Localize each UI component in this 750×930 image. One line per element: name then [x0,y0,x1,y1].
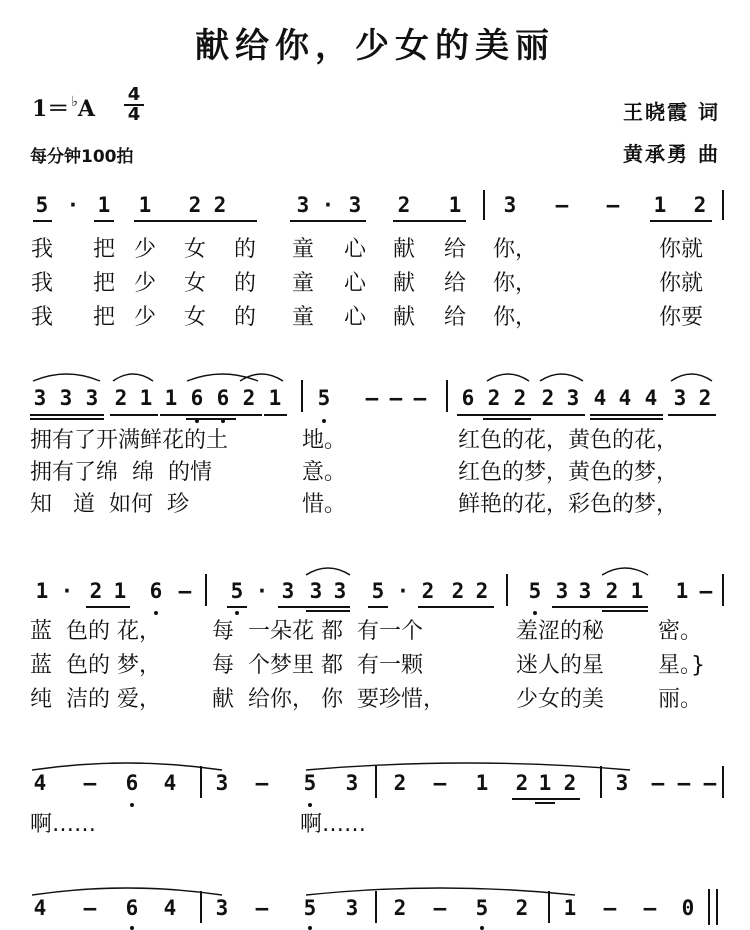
lyric-word: 少 [133,237,157,262]
note: 2 [188,193,202,217]
bar-line [722,766,724,798]
note: 1 [538,771,552,795]
note: 2 [451,579,465,603]
note: 6 [125,896,139,920]
note: – [651,771,665,795]
lyric-word: 的 [233,237,257,262]
underline-beam [590,414,663,416]
underline-beam [227,606,247,608]
note: 5 [371,579,385,603]
lyric-phrase: 丽。 [658,687,703,712]
underline-beam [134,220,257,222]
slur [487,374,529,381]
bar-line [200,891,202,923]
note: 5 [35,193,49,217]
slur [671,374,712,381]
note: 3 [673,386,687,410]
tie [32,888,222,895]
note: 3 [33,386,47,410]
note: – [643,896,657,920]
underline-beam [30,418,104,420]
lyric-phrase: 纯 洁的 爱， [30,687,161,712]
note: 2 [393,771,407,795]
key-signature [32,92,95,123]
underline-beam [650,220,712,222]
note: 1 [475,771,489,795]
lyric-phrase: 红色的花，黄色的花， [458,428,679,453]
note: 3 [309,579,323,603]
note: 3 [215,771,229,795]
lyric-phrase: 羞涩的秘 [516,619,605,644]
note: – [433,771,447,795]
lyric-word: 你要 [658,305,704,330]
lyric-vocalise: 啊…… [30,812,97,837]
lyric-word: 我 [30,305,54,330]
octave-dot [480,926,484,930]
note: 6 [216,386,230,410]
note: – [413,386,427,410]
underline-beam [590,418,663,420]
bar-line [446,380,448,412]
lyric-phrase: 蓝 色的 梦， [30,653,161,678]
underline-beam [86,606,130,608]
note: 1 [563,896,577,920]
underline-beam [278,606,350,608]
note: 1 [97,193,111,217]
note: 4 [33,771,47,795]
note: 1 [675,579,689,603]
note: – [255,896,269,920]
lyric-word: 献 [392,237,416,262]
note: – [603,896,617,920]
slur [602,568,648,575]
note: – [699,579,713,603]
note: 4 [163,771,177,795]
slur [540,374,583,381]
note: 2 [242,386,256,410]
underline-beam [186,418,236,420]
note: 2 [563,771,577,795]
lyric-phrase: 星。} [658,653,705,678]
lyric-phrase: 拥有了绵 绵 的情 [30,460,212,485]
lyric-phrase: 迷人的星 [516,653,605,678]
lyric-word: 的 [233,271,257,296]
slur [113,374,153,381]
bar-line [483,190,485,220]
tempo-marking: 每分钟100拍 [30,147,134,167]
flat-symbol: ♭ [71,94,78,110]
note: 2 [393,896,407,920]
note: 4 [618,386,632,410]
bar-line [722,190,724,220]
lyric-word: 把 [92,271,116,296]
note: 3 [215,896,229,920]
note: 1 [164,386,178,410]
note: 4 [644,386,658,410]
note: 2 [114,386,128,410]
lyric-word: 童 [291,271,315,296]
time-bottom: 4 [127,104,141,125]
lyric-word: 给 [443,271,467,296]
note: 2 [515,771,529,795]
note: 2 [698,386,712,410]
final-bar-thin [708,889,710,925]
note: · [66,193,80,217]
note: 2 [487,386,501,410]
slur [33,374,100,381]
note: 4 [33,896,47,920]
composer-credit: 黄承勇 曲 [623,142,720,166]
slur [240,374,283,381]
lyric-word: 献 [392,305,416,330]
underline-beam [483,418,531,420]
key-prefix: 1＝ [32,96,70,122]
note: 5 [303,771,317,795]
bar-line [200,766,202,798]
note: 3 [578,579,592,603]
tie [306,763,630,770]
note: – [83,771,97,795]
lyric-word: 你就 [658,237,704,262]
note: 6 [190,386,204,410]
note: 3 [555,579,569,603]
note: 3 [59,386,73,410]
lyric-word: 你， [492,305,538,330]
bar-line [375,766,377,798]
lyric-word: 心 [343,237,367,262]
lyric-word: 心 [343,305,367,330]
octave-dot [130,926,134,930]
lyric-word: 你， [492,237,538,262]
bar-line [375,891,377,923]
final-bar-thick [716,889,718,925]
note: 5 [317,386,331,410]
note: 6 [149,579,163,603]
lyric-word: 你， [492,271,538,296]
note: 4 [593,386,607,410]
octave-dot [235,611,239,615]
note: · [396,579,410,603]
note: 3 [281,579,295,603]
note: 5 [303,896,317,920]
underline-beam [94,220,114,222]
lyric-word: 我 [30,271,54,296]
lyric-phrase: 少女的美 [516,687,605,712]
note: 1 [35,579,49,603]
lyric-word: 把 [92,305,116,330]
octave-dot [308,803,312,807]
note: · [321,193,335,217]
note: · [255,579,269,603]
lyric-word: 把 [92,237,116,262]
note: 2 [541,386,555,410]
note: 2 [693,193,707,217]
lyric-phrase: 知 道 如何 珍 [30,492,189,517]
note: 1 [113,579,127,603]
underline-beam [668,414,716,416]
lyric-word: 童 [291,237,315,262]
bar-line [205,574,207,606]
note: 2 [475,579,489,603]
slur [187,374,258,381]
underline-beam [457,414,560,416]
note: – [83,896,97,920]
octave-dot [221,419,225,423]
note: 1 [138,193,152,217]
tie [306,888,575,895]
underline-beam [160,414,262,416]
time-signature [124,86,144,124]
bar-line [548,891,550,923]
note: – [555,193,569,217]
note: – [178,579,192,603]
underline-beam [33,220,52,222]
note: 5 [528,579,542,603]
note: 1 [630,579,644,603]
note: 6 [461,386,475,410]
underline-beam [418,606,494,608]
lyric-word: 童 [291,305,315,330]
note: 3 [345,771,359,795]
note: – [677,771,691,795]
lyric-word: 的 [233,305,257,330]
underline-beam [264,414,287,416]
note: 3 [345,896,359,920]
slur [306,568,350,575]
note: – [255,771,269,795]
note: 5 [475,896,489,920]
lyric-word: 女 [183,305,207,330]
lyric-phrase: 意。 [302,460,347,485]
note: 2 [515,896,529,920]
underline-beam [30,414,104,416]
key-note: A [77,96,95,122]
lyric-word: 给 [443,305,467,330]
lyric-word: 少 [133,305,157,330]
bar-line [301,380,303,412]
underline-beam [306,610,350,612]
note: 2 [605,579,619,603]
note: 1 [653,193,667,217]
lyric-phrase: 拥有了开满鲜花的土 [30,428,229,453]
octave-dot [130,803,134,807]
note: – [389,386,403,410]
note: 2 [89,579,103,603]
lyric-phrase: 献 给你， 你 要珍惜， [212,687,445,712]
note: 3 [85,386,99,410]
note: 3 [333,579,347,603]
note: 5 [230,579,244,603]
lyric-word: 献 [392,271,416,296]
note: 1 [448,193,462,217]
underline-beam [110,414,158,416]
lyric-phrase: 密。 [658,619,703,644]
note: 4 [163,896,177,920]
tie [32,763,222,770]
note: 0 [681,896,695,920]
bar-line [600,766,602,798]
octave-dot [195,419,199,423]
note: – [606,193,620,217]
underline-beam [602,610,648,612]
lyric-phrase: 地。 [302,428,347,453]
lyric-word: 我 [30,237,54,262]
lyric-phrase: 每 个梦里 都 有一颗 [212,653,423,678]
lyric-word: 女 [183,237,207,262]
octave-dot [533,611,537,615]
lyric-phrase: 鲜艳的花，彩色的梦， [458,492,679,517]
lyric-word: 女 [183,271,207,296]
underline-beam [368,606,388,608]
underline-beam [393,220,466,222]
lyric-word: 你就 [658,271,704,296]
lyric-word: 心 [343,271,367,296]
note: 6 [125,771,139,795]
note: · [60,579,74,603]
underline-beam [535,802,555,804]
lyric-phrase: 红色的梦，黄色的梦， [458,460,679,485]
note: – [703,771,717,795]
note: – [365,386,379,410]
note: 3 [348,193,362,217]
time-top: 4 [124,86,144,106]
note: 2 [213,193,227,217]
note: 3 [503,193,517,217]
lyric-phrase: 每 一朵花 都 有一个 [212,619,423,644]
octave-dot [154,611,158,615]
song-title: 献给你，少女的美丽 [195,26,555,66]
note: 3 [296,193,310,217]
lyric-phrase: 惜。 [302,492,347,517]
note: – [433,896,447,920]
lyric-word: 少 [133,271,157,296]
lyricist-credit: 王晓霞 词 [623,100,720,124]
underline-beam [560,414,585,416]
underline-beam [552,606,648,608]
note: 2 [397,193,411,217]
note: 1 [139,386,153,410]
lyric-vocalise: 啊…… [300,812,367,837]
note: 2 [421,579,435,603]
octave-dot [308,926,312,930]
note: 2 [513,386,527,410]
note: 1 [268,386,282,410]
note: 3 [566,386,580,410]
lyric-phrase: 蓝 色的 花， [30,619,161,644]
lyric-word: 给 [443,237,467,262]
note: 3 [615,771,629,795]
underline-beam [512,798,580,800]
underline-beam [290,220,366,222]
bar-line [506,574,508,606]
octave-dot [322,419,326,423]
bar-line [722,574,724,606]
